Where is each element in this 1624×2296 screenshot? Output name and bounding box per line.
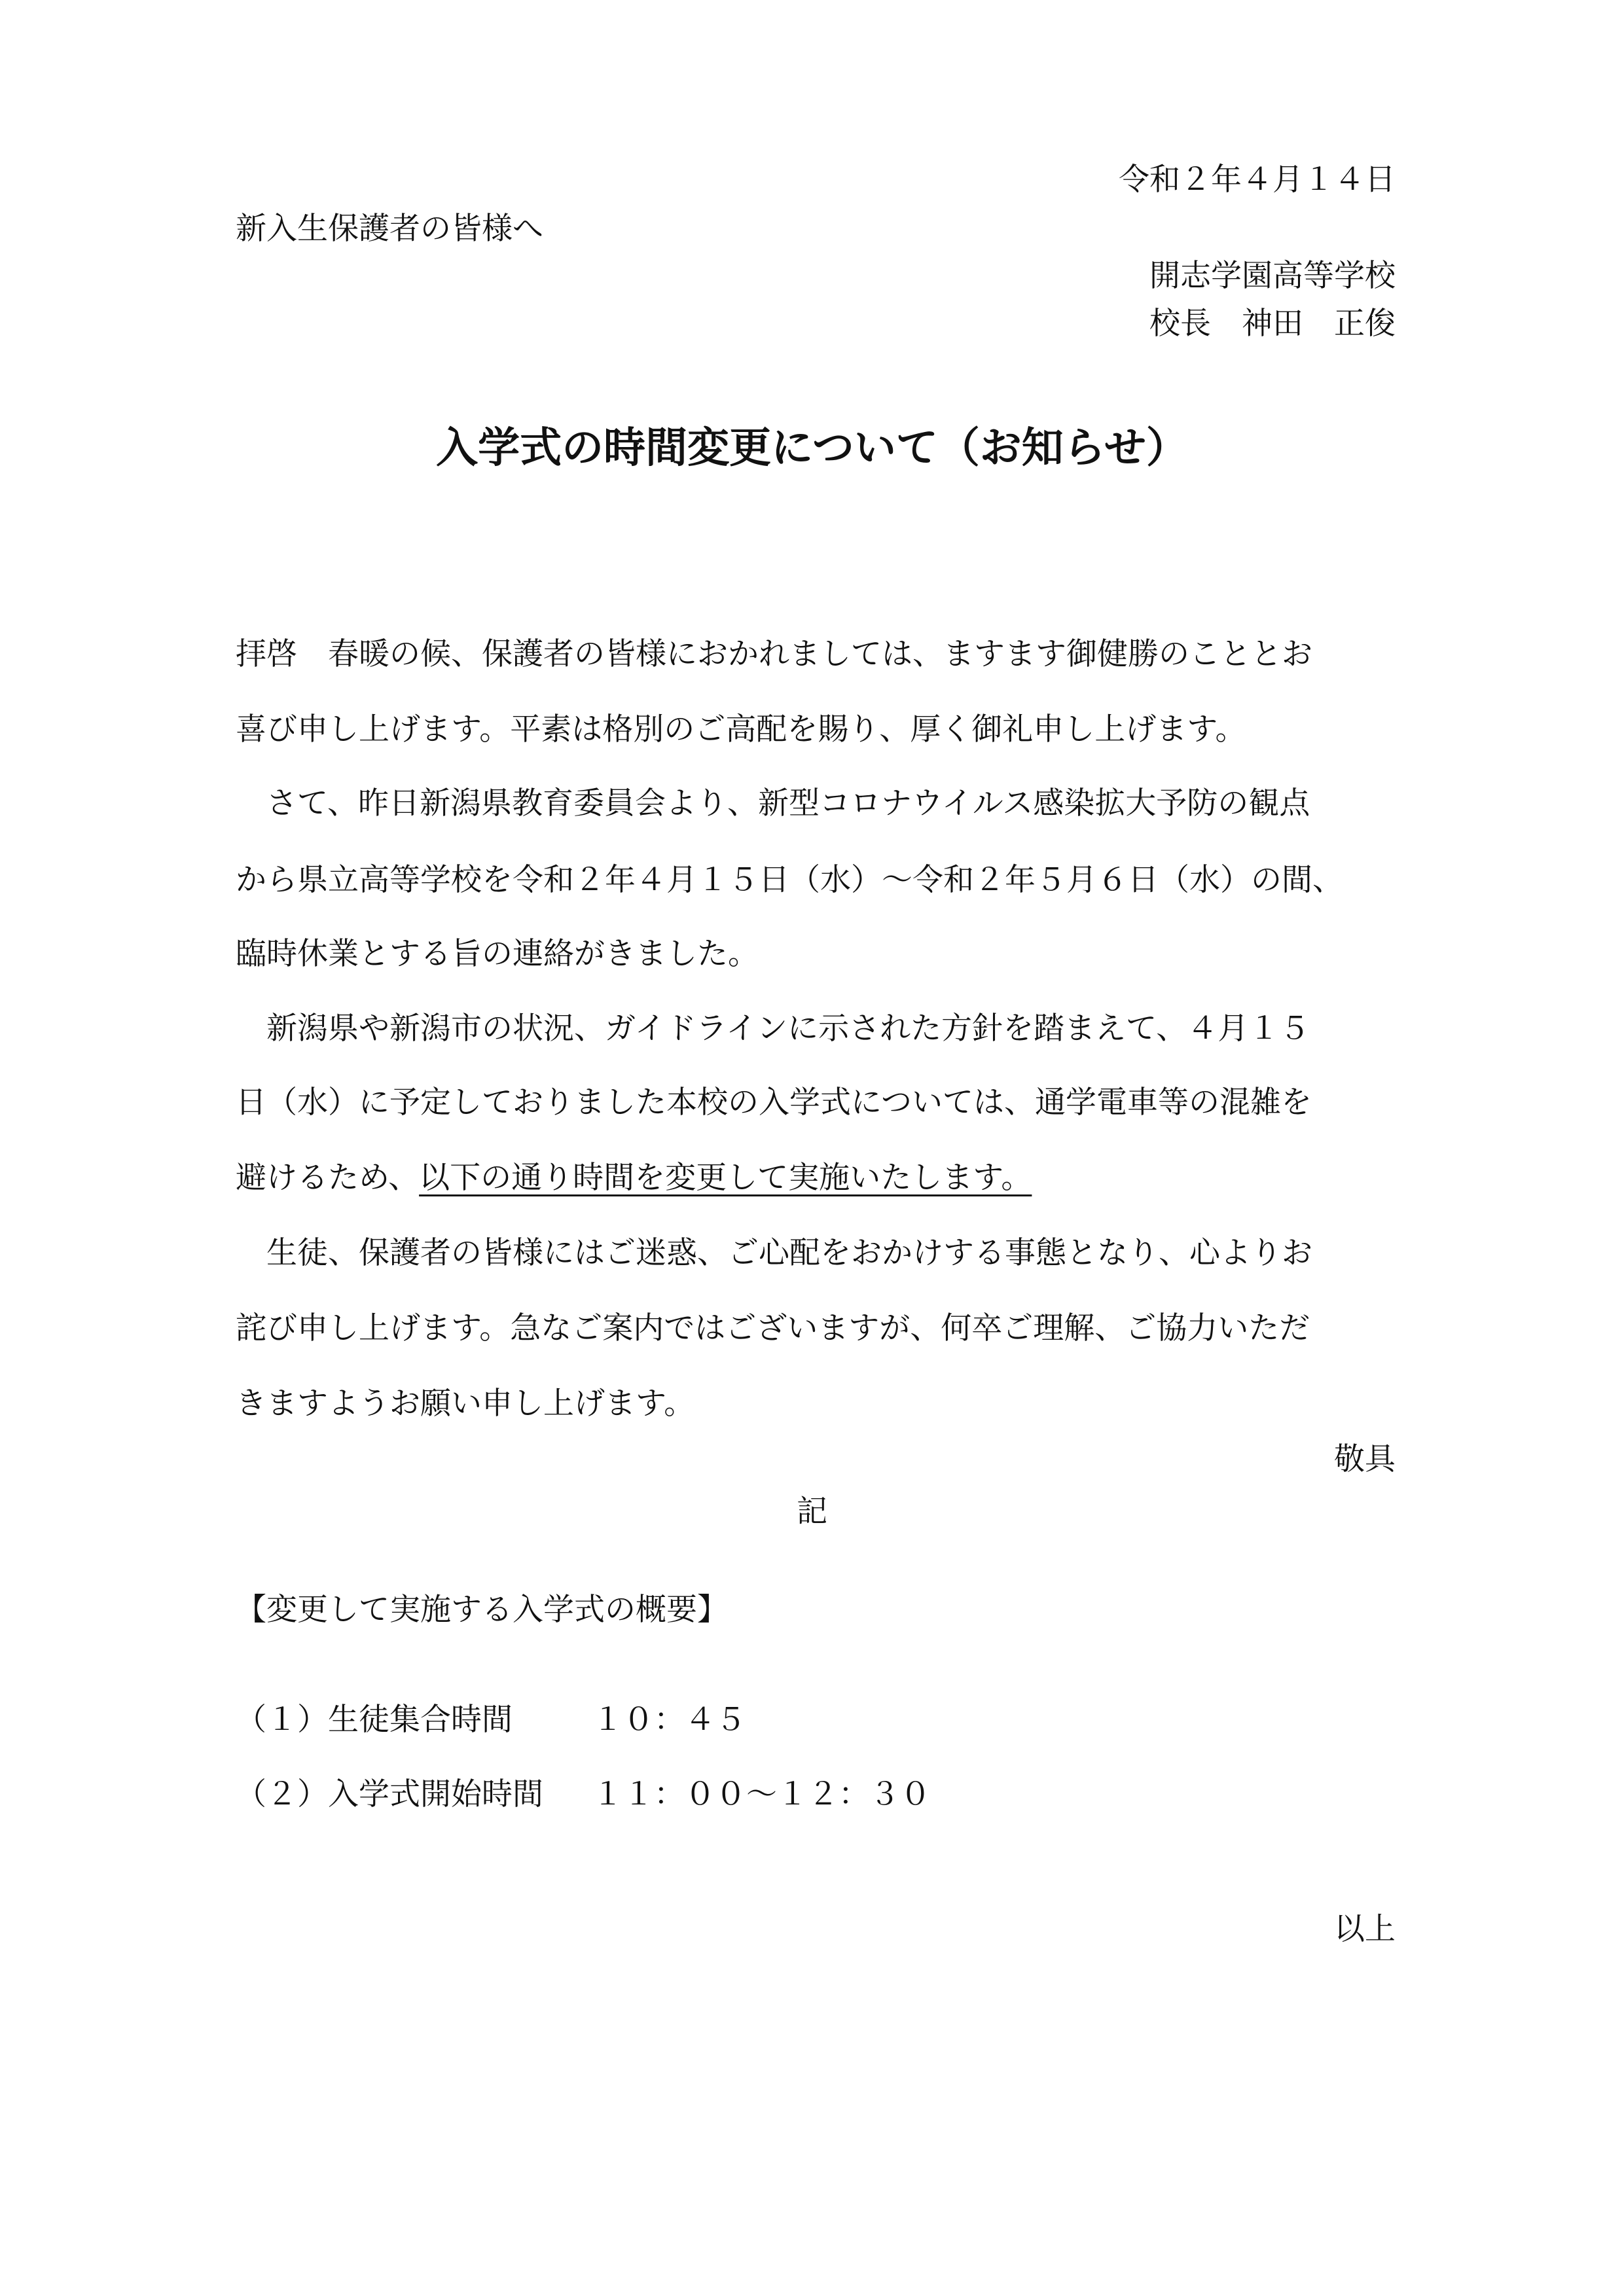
item1-label: （１）生徒集合時間 bbox=[236, 1702, 513, 1738]
closing-keigu: 敬具 bbox=[1334, 1441, 1396, 1477]
recipient: 新入生保護者の皆様へ bbox=[236, 211, 543, 247]
item2-value: １１：００～１２：３０ bbox=[592, 1776, 931, 1812]
sender-school: 開志学園高等学校 bbox=[1149, 258, 1396, 294]
body-p3-line3-underlined: 以下の通り時間を変更して実施いたします。 bbox=[419, 1160, 1032, 1196]
body-p2-line3: 臨時休業とする旨の連絡がきました。 bbox=[236, 936, 759, 972]
item1-value: １０：４５ bbox=[592, 1702, 746, 1738]
summary-heading: 【変更して実施する入学式の概要】 bbox=[236, 1592, 728, 1628]
body-p4-line1: 生徒、保護者の皆様にはご迷惑、ご心配をおかけする事態となり、心よりお bbox=[236, 1235, 1312, 1271]
body-p4-line3: きますようお願い申し上げます。 bbox=[236, 1386, 695, 1422]
body-p3-line3 bbox=[236, 1158, 1032, 1198]
item2-label: （２）入学式開始時間 bbox=[236, 1776, 543, 1812]
document-date: 令和２年４月１４日 bbox=[1119, 162, 1396, 198]
body-p2-line2: から県立高等学校を令和２年４月１５日（水）～令和２年５月６日（水）の間、 bbox=[236, 862, 1343, 898]
body-p1-line1: 拝啓 春暖の候、保護者の皆様におかれましては、ますます御健勝のこととお bbox=[236, 636, 1312, 672]
body-p2-line1: さて、昨日新潟県教育委員会より、新型コロナウイルス感染拡大予防の観点 bbox=[236, 785, 1310, 821]
sender-principal: 校長 神田 正俊 bbox=[1149, 306, 1396, 342]
body-p3-line1: 新潟県や新潟市の状況、ガイドラインに示された方針を踏まえて、４月１５ bbox=[236, 1011, 1310, 1047]
ki-heading: 記 bbox=[797, 1494, 827, 1530]
body-p3-line3-plain: 避けるため、 bbox=[236, 1160, 420, 1196]
document-title: 入学式の時間変更について（お知らせ） bbox=[436, 423, 1188, 473]
body-p1-line2: 喜び申し上げます。平素は格別のご高配を賜り、厚く御礼申し上げます。 bbox=[236, 711, 1246, 747]
body-p4-line2: 詫び申し上げます。急なご案内ではございますが、何卒ご理解、ご協力いただ bbox=[236, 1310, 1310, 1346]
end-ijou: 以上 bbox=[1334, 1911, 1396, 1947]
body-p3-line2: 日（水）に予定しておりました本校の入学式については、通学電車等の混雑を bbox=[236, 1085, 1312, 1121]
